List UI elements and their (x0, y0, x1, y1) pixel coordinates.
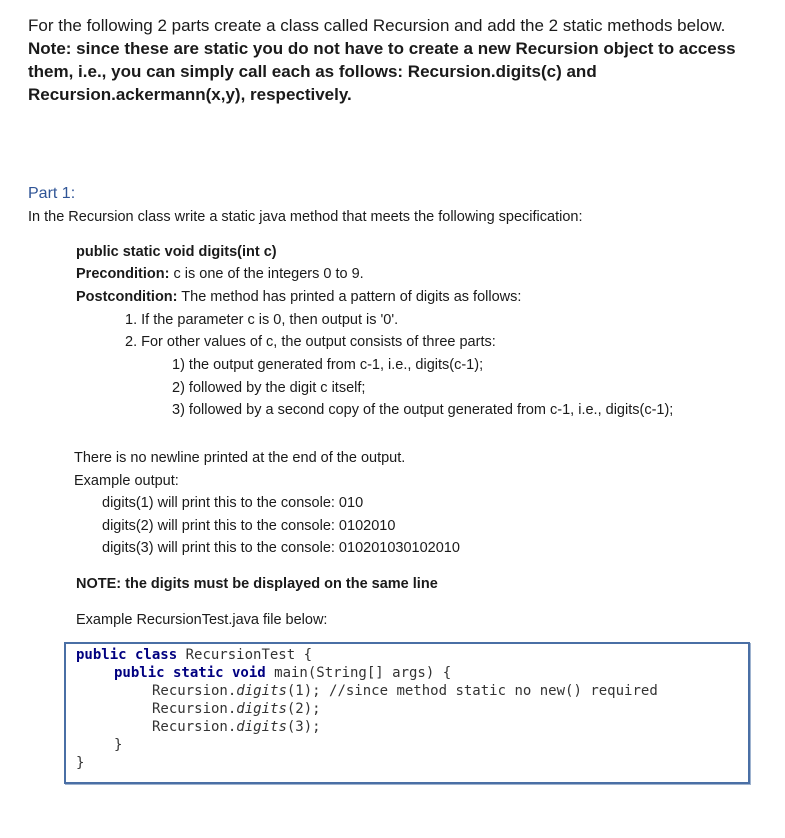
code-keyword: public class (76, 647, 178, 663)
code-comment: //since method static no new() required (320, 683, 658, 699)
code-text: (1); (286, 683, 321, 699)
postcondition-label: Postcondition: (76, 289, 178, 305)
code-close-brace: } (114, 737, 123, 753)
example-item: digits(2) will print this to the console: 0102010 (102, 518, 396, 534)
code-line-call2 (152, 701, 321, 717)
code-close-brace: } (76, 755, 85, 771)
code-text: (2); (286, 701, 321, 717)
part1-description: In the Recursion class write a static java method that meets the following specification: (28, 209, 583, 225)
no-newline-text: There is no newline printed at the end of the output. (74, 450, 406, 466)
example-item: digits(1) will print this to the console: 010 (102, 495, 364, 511)
postcondition (76, 289, 521, 305)
intro-note: Note: since these are static you do not have to create a new Recursion object to access them, i.e., you can simply call each as follows: Recursion.digits(c) and Recursion.ackermann(x,y), respectively. (28, 39, 736, 104)
example-output-label: Example output: (74, 473, 179, 489)
code-line-main (114, 665, 451, 681)
subrule-item: 2) followed by the digit c itself; (172, 380, 366, 396)
code-line-call3 (152, 719, 321, 735)
precondition-text: c is one of the integers 0 to 9. (169, 266, 364, 282)
code-text: Recursion. (152, 719, 237, 735)
code-block (64, 642, 750, 784)
code-method: digits (236, 701, 287, 717)
rule-item: 1. If the parameter c is 0, then output is '0'. (125, 312, 399, 328)
intro-line: For the following 2 parts create a class called Recursion and add the 2 static methods below. (28, 16, 726, 35)
code-text: (3); (286, 719, 321, 735)
part1-title: Part 1: (28, 185, 76, 202)
method-signature: public static void digits(int c) (76, 244, 277, 260)
intro-paragraph (28, 14, 768, 106)
code-text: main(String[] args) { (265, 665, 452, 681)
code-method: digits (236, 719, 287, 735)
precondition-label: Precondition: (76, 266, 170, 282)
subrule-item: 3) followed by a second copy of the output generated from c-1, i.e., digits(c-1); (172, 402, 674, 418)
code-text: Recursion. (152, 701, 237, 717)
rule-item: 2. For other values of c, the output consists of three parts: (125, 334, 496, 350)
example-item: digits(3) will print this to the console: 010201030102010 (102, 540, 460, 556)
example-file-label: Example RecursionTest.java file below: (76, 612, 328, 628)
postcondition-text: The method has printed a pattern of digits as follows: (177, 289, 522, 305)
code-text: Recursion. (152, 683, 237, 699)
same-line-note: NOTE: the digits must be displayed on the same line (76, 576, 438, 592)
subrule-item: 1) the output generated from c-1, i.e., digits(c-1); (172, 357, 484, 373)
code-method: digits (236, 683, 287, 699)
code-keyword: public static void (114, 665, 266, 681)
code-line-call1 (152, 683, 658, 699)
precondition (76, 266, 364, 282)
code-text: RecursionTest { (177, 647, 313, 663)
code-line-class (76, 647, 312, 663)
